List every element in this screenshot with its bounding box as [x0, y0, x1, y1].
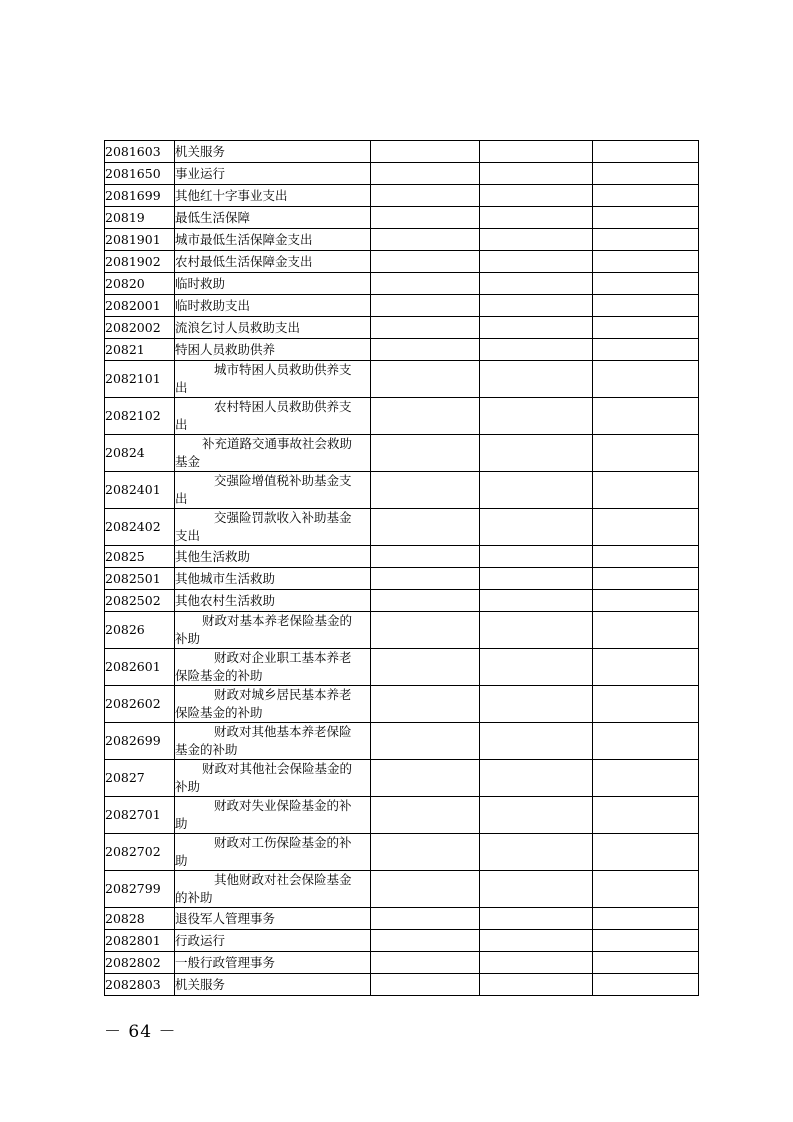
row-name-line1: 财政对工伤保险基金的补	[214, 835, 352, 850]
empty-cell	[371, 509, 480, 546]
empty-cell	[480, 185, 593, 207]
empty-cell	[593, 952, 699, 974]
empty-cell	[371, 612, 480, 649]
empty-cell	[480, 908, 593, 930]
row-name-line2: 补助	[175, 631, 201, 646]
row-name-line1: 交强险罚款收入补助基金	[214, 510, 352, 525]
row-name-line1: 财政对企业职工基本养老	[214, 650, 352, 665]
empty-cell	[480, 229, 593, 251]
empty-cell	[371, 398, 480, 435]
empty-cell	[593, 612, 699, 649]
budget-table	[104, 140, 699, 996]
row-name	[175, 834, 371, 871]
row-code: 2082702	[105, 834, 175, 871]
row-code: 2082101	[105, 361, 175, 398]
row-code: 2082001	[105, 295, 175, 317]
table-row	[105, 317, 699, 339]
table-row	[105, 834, 699, 871]
empty-cell	[593, 871, 699, 908]
row-name-line2: 出	[175, 491, 188, 506]
row-code: 20826	[105, 612, 175, 649]
empty-cell	[480, 163, 593, 185]
row-name	[175, 361, 371, 398]
row-name: 农村最低生活保障金支出	[175, 251, 371, 273]
table-row	[105, 398, 699, 435]
row-name-line2: 出	[175, 380, 188, 395]
row-name: 特困人员救助供养	[175, 339, 371, 361]
table-row	[105, 568, 699, 590]
empty-cell	[371, 185, 480, 207]
row-name-line1: 补充道路交通事故社会救助	[202, 436, 353, 451]
empty-cell	[371, 723, 480, 760]
table-row	[105, 273, 699, 295]
empty-cell	[593, 141, 699, 163]
empty-cell	[593, 273, 699, 295]
empty-cell	[480, 974, 593, 996]
empty-cell	[593, 472, 699, 509]
row-name-line1: 财政对其他社会保险基金的	[202, 761, 353, 776]
table-row	[105, 207, 699, 229]
row-code: 20820	[105, 273, 175, 295]
row-name: 其他农村生活救助	[175, 590, 371, 612]
empty-cell	[480, 317, 593, 339]
row-name	[175, 871, 371, 908]
row-name-line1: 城市特困人员救助供养支	[214, 362, 352, 377]
empty-cell	[371, 871, 480, 908]
table-row	[105, 649, 699, 686]
row-name-line1: 交强险增值税补助基金支	[214, 473, 352, 488]
empty-cell	[480, 509, 593, 546]
empty-cell	[480, 251, 593, 273]
empty-cell	[371, 686, 480, 723]
empty-cell	[593, 509, 699, 546]
empty-cell	[480, 472, 593, 509]
empty-cell	[480, 339, 593, 361]
row-name	[175, 760, 371, 797]
row-code: 2082002	[105, 317, 175, 339]
row-name	[175, 398, 371, 435]
row-code: 2082102	[105, 398, 175, 435]
empty-cell	[480, 930, 593, 952]
table-row	[105, 251, 699, 273]
empty-cell	[480, 295, 593, 317]
row-name	[175, 649, 371, 686]
table-row	[105, 509, 699, 546]
empty-cell	[593, 229, 699, 251]
row-name	[175, 723, 371, 760]
empty-cell	[480, 834, 593, 871]
empty-cell	[593, 251, 699, 273]
row-name	[175, 686, 371, 723]
empty-cell	[371, 974, 480, 996]
row-name: 其他红十字事业支出	[175, 185, 371, 207]
empty-cell	[593, 163, 699, 185]
empty-cell	[593, 760, 699, 797]
row-code: 20828	[105, 908, 175, 930]
empty-cell	[371, 649, 480, 686]
empty-cell	[371, 273, 480, 295]
empty-cell	[371, 590, 480, 612]
empty-cell	[593, 361, 699, 398]
empty-cell	[593, 974, 699, 996]
row-code: 2082502	[105, 590, 175, 612]
row-name: 一般行政管理事务	[175, 952, 371, 974]
table-row	[105, 141, 699, 163]
row-name: 临时救助	[175, 273, 371, 295]
row-code: 20821	[105, 339, 175, 361]
row-code: 2082701	[105, 797, 175, 834]
empty-cell	[371, 251, 480, 273]
empty-cell	[480, 141, 593, 163]
table-row	[105, 952, 699, 974]
empty-cell	[480, 760, 593, 797]
row-name: 其他生活救助	[175, 546, 371, 568]
empty-cell	[371, 472, 480, 509]
empty-cell	[480, 568, 593, 590]
empty-cell	[480, 546, 593, 568]
table-row	[105, 908, 699, 930]
empty-cell	[480, 207, 593, 229]
empty-cell	[371, 760, 480, 797]
row-name: 临时救助支出	[175, 295, 371, 317]
row-code: 2082799	[105, 871, 175, 908]
row-name	[175, 797, 371, 834]
empty-cell	[371, 568, 480, 590]
table-row	[105, 361, 699, 398]
row-name: 行政运行	[175, 930, 371, 952]
row-code: 2082401	[105, 472, 175, 509]
row-name-line2: 补助	[175, 779, 201, 794]
row-code: 20824	[105, 435, 175, 472]
empty-cell	[480, 361, 593, 398]
row-name-line2: 助	[175, 853, 188, 868]
empty-cell	[593, 185, 699, 207]
row-name-line1: 其他财政对社会保险基金	[214, 872, 352, 887]
row-name: 退役军人管理事务	[175, 908, 371, 930]
row-code: 20825	[105, 546, 175, 568]
table-row	[105, 723, 699, 760]
row-name: 其他城市生活救助	[175, 568, 371, 590]
table-row	[105, 163, 699, 185]
empty-cell	[480, 797, 593, 834]
row-code: 2082802	[105, 952, 175, 974]
table-row	[105, 974, 699, 996]
row-name: 最低生活保障	[175, 207, 371, 229]
row-name	[175, 509, 371, 546]
empty-cell	[480, 649, 593, 686]
row-name-line1: 财政对城乡居民基本养老	[214, 687, 352, 702]
row-code: 2081650	[105, 163, 175, 185]
row-code: 2081699	[105, 185, 175, 207]
table-row	[105, 871, 699, 908]
row-name	[175, 472, 371, 509]
row-name	[175, 435, 371, 472]
row-code: 2081902	[105, 251, 175, 273]
row-name: 城市最低生活保障金支出	[175, 229, 371, 251]
empty-cell	[371, 930, 480, 952]
row-name-line2: 出	[175, 417, 188, 432]
empty-cell	[593, 930, 699, 952]
table-row	[105, 435, 699, 472]
table-row	[105, 686, 699, 723]
table-row	[105, 339, 699, 361]
empty-cell	[371, 361, 480, 398]
row-code: 2082402	[105, 509, 175, 546]
row-name-line2: 助	[175, 816, 188, 831]
empty-cell	[371, 163, 480, 185]
empty-cell	[371, 317, 480, 339]
table-row	[105, 760, 699, 797]
empty-cell	[593, 207, 699, 229]
table-row	[105, 930, 699, 952]
row-code: 2082601	[105, 649, 175, 686]
row-name: 机关服务	[175, 974, 371, 996]
table-row	[105, 612, 699, 649]
row-name-line2: 基金	[175, 454, 201, 469]
empty-cell	[480, 723, 593, 760]
empty-cell	[593, 649, 699, 686]
row-code: 2082501	[105, 568, 175, 590]
empty-cell	[371, 435, 480, 472]
empty-cell	[371, 797, 480, 834]
empty-cell	[480, 612, 593, 649]
empty-cell	[593, 295, 699, 317]
row-code: 2081901	[105, 229, 175, 251]
table-row	[105, 295, 699, 317]
empty-cell	[593, 834, 699, 871]
empty-cell	[593, 435, 699, 472]
row-code: 2082801	[105, 930, 175, 952]
empty-cell	[480, 952, 593, 974]
empty-cell	[593, 339, 699, 361]
row-name-line2: 基金的补助	[175, 742, 238, 757]
table-row	[105, 185, 699, 207]
empty-cell	[371, 141, 480, 163]
row-name-line2: 支出	[175, 528, 201, 543]
empty-cell	[593, 546, 699, 568]
table-row	[105, 546, 699, 568]
row-name-line1: 财政对基本养老保险基金的	[202, 613, 353, 628]
empty-cell	[480, 435, 593, 472]
row-name: 机关服务	[175, 141, 371, 163]
table-row	[105, 229, 699, 251]
row-code: 2082602	[105, 686, 175, 723]
empty-cell	[371, 546, 480, 568]
empty-cell	[593, 590, 699, 612]
table-row	[105, 472, 699, 509]
row-code: 2082803	[105, 974, 175, 996]
row-code: 2081603	[105, 141, 175, 163]
empty-cell	[593, 908, 699, 930]
empty-cell	[371, 908, 480, 930]
row-name-line2: 的补助	[175, 890, 213, 905]
row-name-line1: 农村特困人员救助供养支	[214, 399, 352, 414]
empty-cell	[371, 207, 480, 229]
empty-cell	[480, 398, 593, 435]
empty-cell	[593, 797, 699, 834]
row-code: 2082699	[105, 723, 175, 760]
empty-cell	[593, 568, 699, 590]
row-name: 事业运行	[175, 163, 371, 185]
row-name: 流浪乞讨人员救助支出	[175, 317, 371, 339]
empty-cell	[371, 834, 480, 871]
empty-cell	[480, 686, 593, 723]
empty-cell	[371, 339, 480, 361]
row-name-line2: 保险基金的补助	[175, 705, 263, 720]
row-code: 20819	[105, 207, 175, 229]
row-name-line1: 财政对其他基本养老保险	[214, 724, 352, 739]
table-row	[105, 590, 699, 612]
row-name-line2: 保险基金的补助	[175, 668, 263, 683]
row-code: 20827	[105, 760, 175, 797]
empty-cell	[593, 398, 699, 435]
row-name-line1: 财政对失业保险基金的补	[214, 798, 352, 813]
row-name	[175, 612, 371, 649]
empty-cell	[593, 317, 699, 339]
empty-cell	[593, 723, 699, 760]
table-row	[105, 797, 699, 834]
empty-cell	[480, 871, 593, 908]
empty-cell	[593, 686, 699, 723]
empty-cell	[480, 273, 593, 295]
empty-cell	[371, 952, 480, 974]
page-number: － 64 －	[104, 1022, 177, 1042]
empty-cell	[480, 590, 593, 612]
empty-cell	[371, 229, 480, 251]
empty-cell	[371, 295, 480, 317]
